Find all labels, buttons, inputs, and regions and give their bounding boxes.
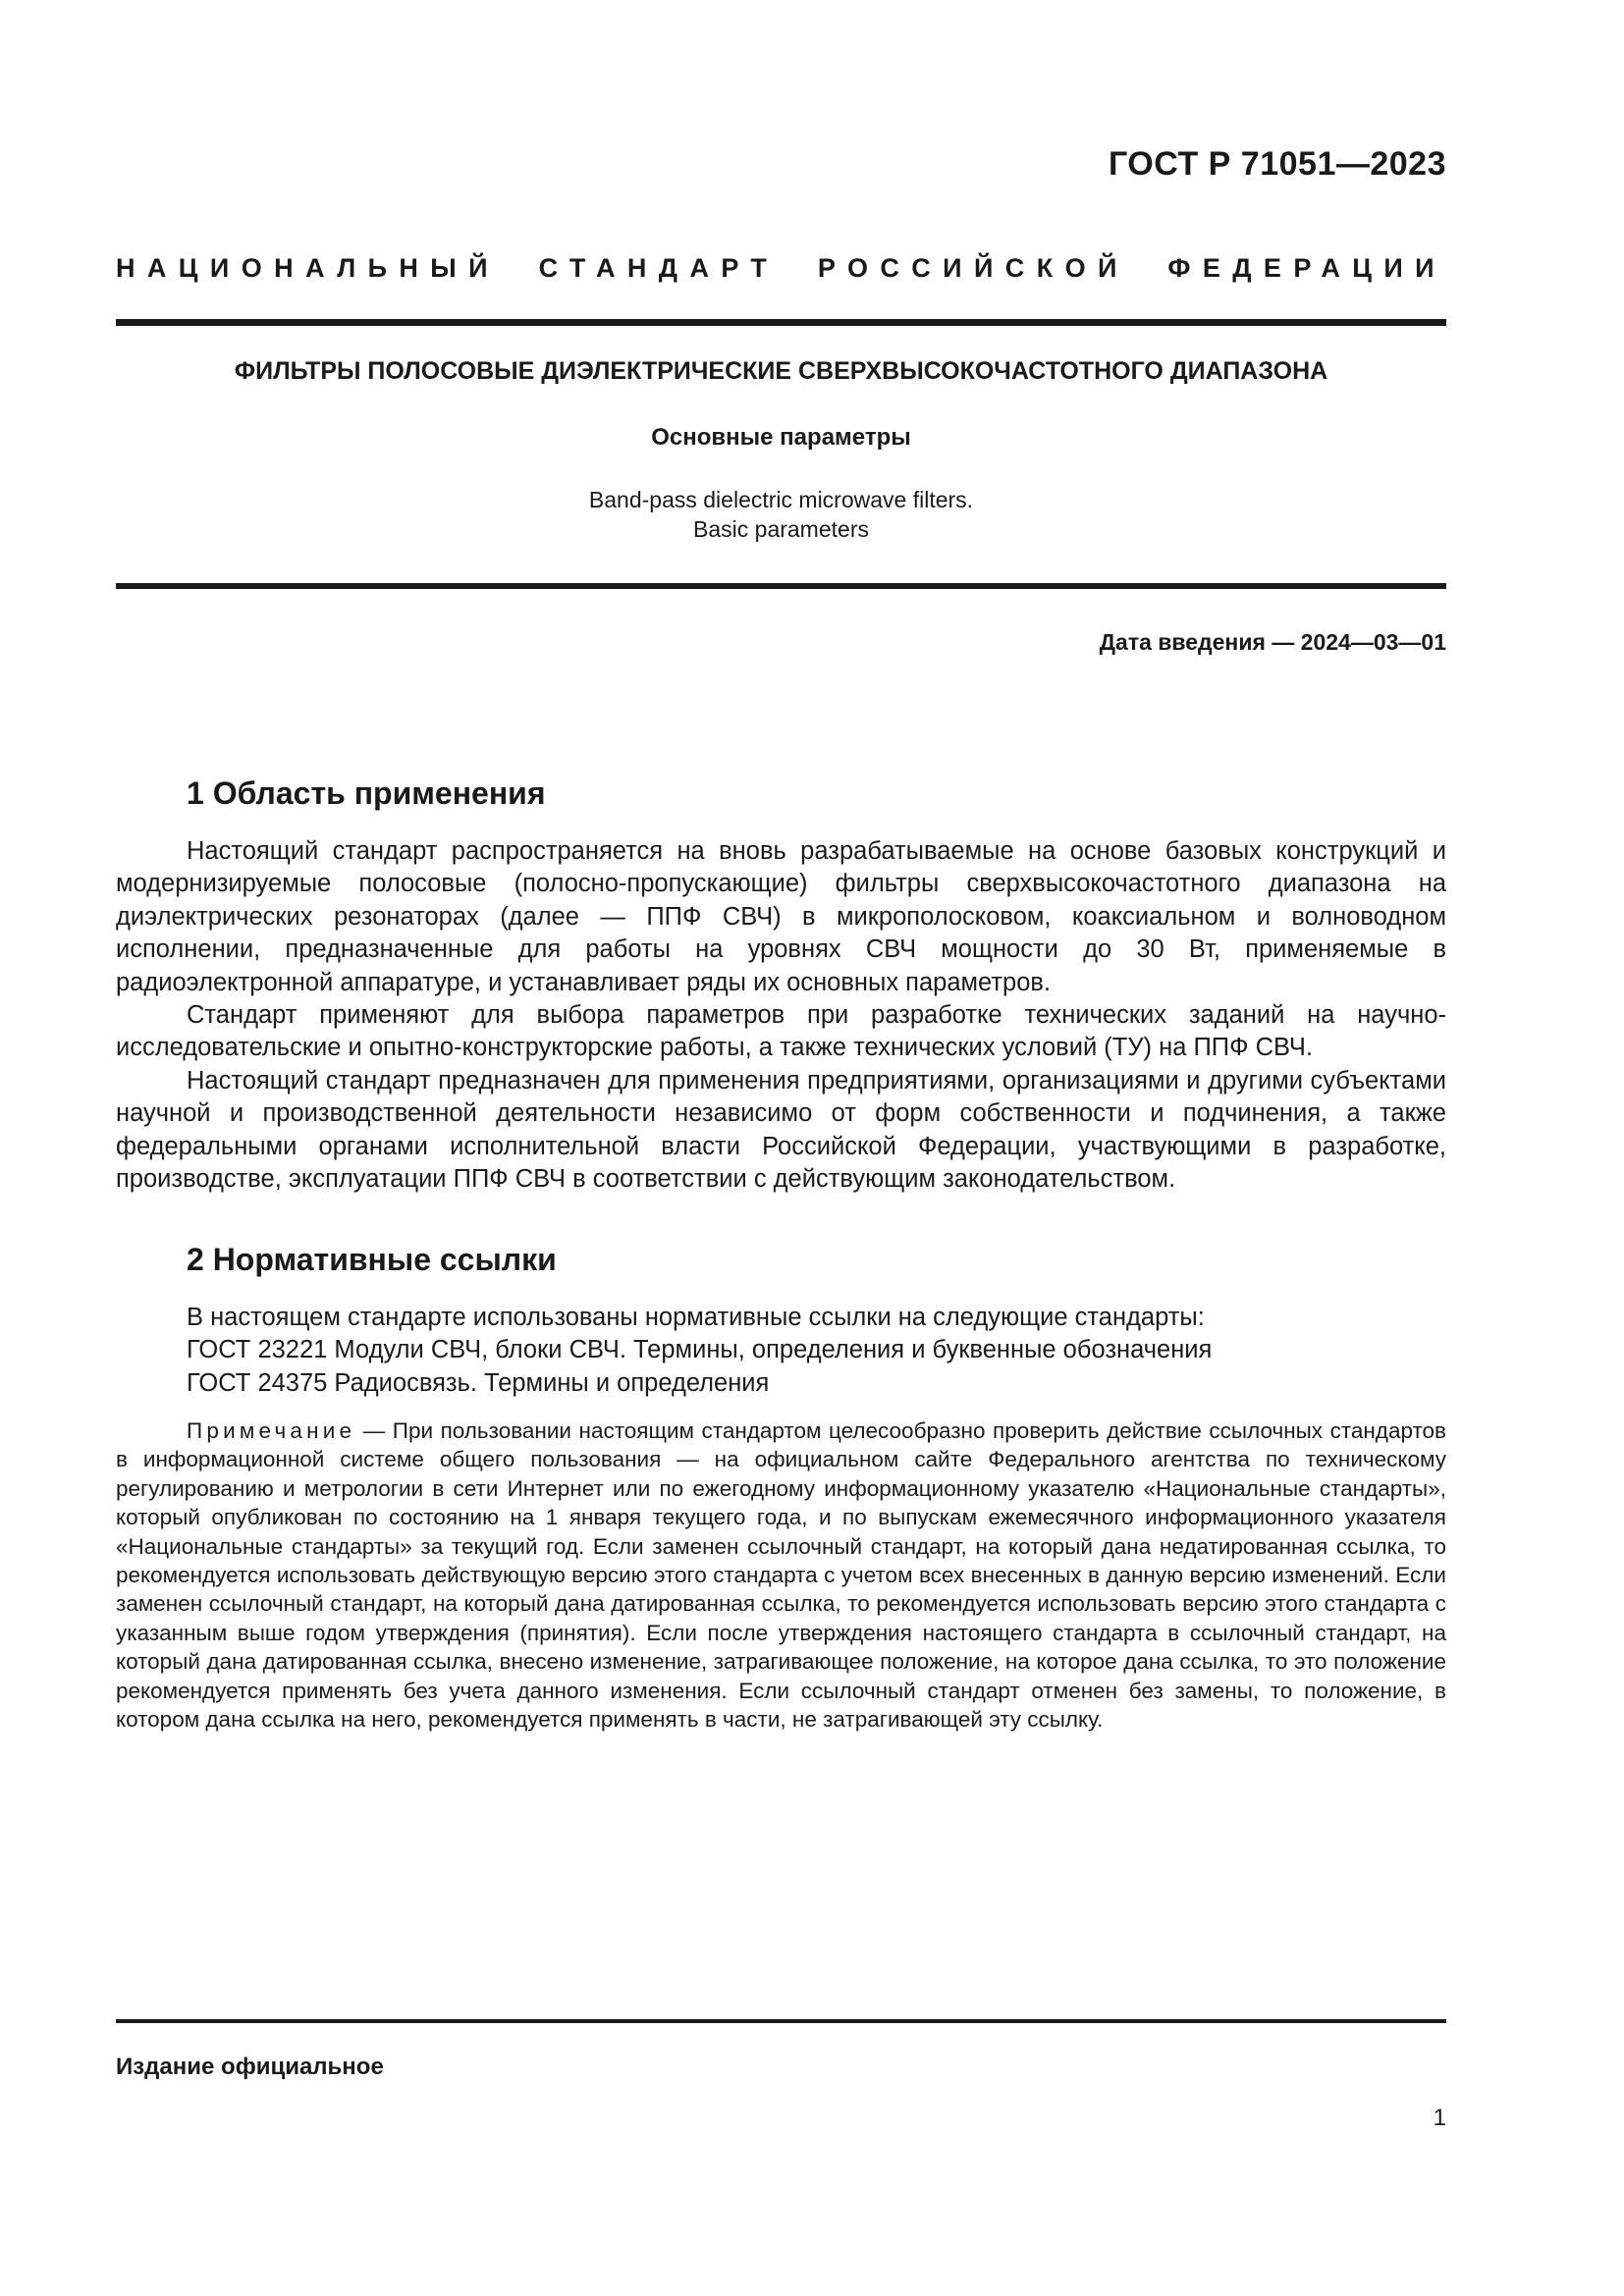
references-list bbox=[187, 1302, 1446, 1400]
document-title: ФИЛЬТРЫ ПОЛОСОВЫЕ ДИЭЛЕКТРИЧЕСКИЕ СВЕРХВЫСОКОЧАСТОТНОГО ДИАПАЗОНА bbox=[234, 357, 1328, 385]
note-dash: — bbox=[355, 1418, 393, 1443]
references-intro: В настоящем стандарте использованы нормативные ссылки на следующие стандарты: bbox=[187, 1304, 1205, 1331]
page-number: 1 bbox=[1433, 2105, 1446, 2131]
note-label: Примечание bbox=[187, 1418, 356, 1443]
english-title-line-2: Basic parameters bbox=[693, 516, 869, 542]
top-divider bbox=[116, 319, 1446, 326]
english-title-line-1: Band-pass dielectric microwave filters. bbox=[588, 487, 974, 512]
note-paragraph bbox=[116, 1416, 1446, 1734]
section-1-paragraph: Настоящий стандарт предназначен для применения предприятиями, организациями и другими субъектами научной и производственной деятельности независимо от форм собственности и подчинения, а также федеральными органами исполнительной власти Российской Федерации, участвующими в разработке, производстве, эксплуатации ППФ СВЧ в соответствии с действующим законодательством. bbox=[116, 1066, 1446, 1194]
note-text: При пользовании настоящим стандартом целесообразно проверить действие ссылочных стандартов в информационной системе общего пользования — на официальном сайте Федерального агентства по техническому регулированию и метрологии в сети Интернет или по ежегодному информационному указателю «Национальные стандарты», который опубликован по состоянию на 1 января текущего года, и по выпускам ежемесячного информационного указателя «Национальные стандарты» за текущий год. Если заменен ссылочный стандарт, на который дана недатированная ссылка, то рекомендуется использовать действующую версию этого стандарта с учетом всех внесенных в данную версию изменений. Если заменен ссылочный стандарт, на который дана датированная ссылка, то рекомендуется использовать версию этого стандарта с указанным выше годом утверждения (принятия). Если после утверждения настоящего стандарта в ссылочный стандарт, на который дана датированная ссылка, внесено изменение, затрагивающее положение, на которое дана ссылка, то это положение рекомендуется применять без учета данного изменения. Если ссылочный стандарт отменен без замены, то положение, в котором дана ссылка на него, рекомендуется применять в части, не затрагивающей эту ссылку. bbox=[116, 1418, 1446, 1733]
official-edition-label: Издание официальное bbox=[116, 2054, 384, 2080]
standard-number: ГОСТ Р 71051—2023 bbox=[1108, 145, 1446, 183]
references-note bbox=[116, 1416, 1446, 1734]
section-2-heading: 2 Нормативные ссылки bbox=[187, 1242, 557, 1277]
national-standard-title: НАЦИОНАЛЬНЫЙ СТАНДАРТ РОССИЙСКОЙ ФЕДЕРАЦИИ bbox=[116, 253, 1446, 283]
title-divider bbox=[116, 583, 1446, 589]
footer-divider bbox=[116, 2019, 1446, 2023]
introduction-date: Дата введения — 2024—03—01 bbox=[1099, 629, 1446, 655]
section-1-paragraph: Настоящий стандарт распространяется на вновь разрабатываемые на основе базовых конструкций и модернизируемые полосовые (полосно-пропускающие) фильтры сверхвысокочастотного диапазона на диэлектрических резонаторах (далее — ППФ СВЧ) в микрополосковом, коаксиальном и волноводном исполнении, предназначенные для работы на уровнях СВЧ мощности до 30 Вт, применяемые в радиоэлектронной аппаратуре, и устанавливает ряды их основных параметров. bbox=[116, 837, 1446, 996]
english-title bbox=[116, 485, 1446, 544]
section-1-paragraph: Стандарт применяют для выбора параметров при разработке технических заданий на научно-исследовательские и опытно-конструкторские работы, а также технических условий (ТУ) на ППФ СВЧ. bbox=[116, 1001, 1446, 1062]
document-page bbox=[116, 0, 1446, 2296]
document-subtitle: Основные параметры bbox=[651, 424, 911, 451]
reference-item: ГОСТ 23221 Модули СВЧ, блоки СВЧ. Термины, определения и буквенные обозначения bbox=[187, 1336, 1213, 1364]
section-1-heading: 1 Область применения bbox=[187, 775, 546, 811]
reference-item: ГОСТ 24375 Радиосвязь. Термины и определения bbox=[187, 1368, 770, 1397]
section-1-body bbox=[116, 835, 1446, 1196]
